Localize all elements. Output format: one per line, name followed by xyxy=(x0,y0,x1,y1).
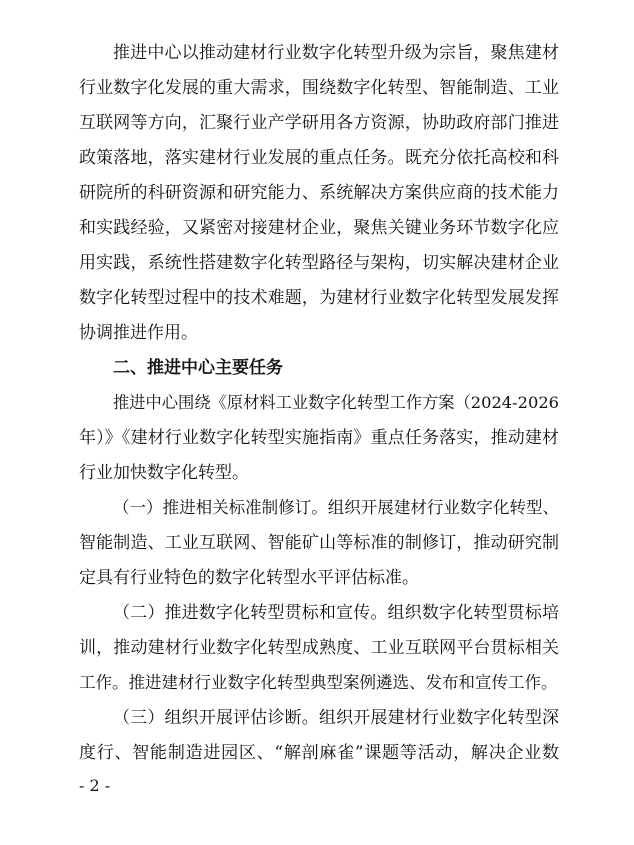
paragraph-3-line-3: 定具有行业特色的数字化转型水平评估标准。 xyxy=(79,568,419,588)
paragraph-1-line-9: 协调推进作用。 xyxy=(79,323,198,343)
paragraph-3-line-2: 智能制造、工业互联网、智能矿山等标准的制修订，推动研究制 xyxy=(79,533,559,553)
paragraph-1-line-3: 互联网等方向，汇聚行业产学研用各方资源，协助政府部门推进 xyxy=(79,113,559,133)
paragraph-1-line-7: 用实践，系统性搭建数字化转型路径与架构，切实解决建材企业 xyxy=(79,253,559,273)
paragraph-1-line-8: 数字化转型过程中的技术难题，为建材行业数字化转型发展发挥 xyxy=(79,288,559,308)
paragraph-1-line-2: 行业数字化发展的重大需求，围绕数字化转型、智能制造、工业 xyxy=(79,78,559,98)
paragraph-1-line-1: 推进中心以推动建材行业数字化转型升级为宗旨，聚焦建材 xyxy=(113,43,559,63)
paragraph-4-line-3: 工作。推进建材行业数字化转型典型案例遴选、发布和宣传工作。 xyxy=(79,673,558,692)
paragraph-4-line-1: （二）推进数字化转型贯标和宣传。组织数字化转型贯标培 xyxy=(113,603,559,623)
page-number: - 2 - xyxy=(79,776,111,795)
section-heading: 二、推进中心主要任务 xyxy=(113,358,283,378)
paragraph-5-line-1: （三）组织开展评估诊断。组织开展建材行业数字化转型深 xyxy=(113,708,559,728)
paragraph-3-line-1: （一）推进相关标准制修订。组织开展建材行业数字化转型、 xyxy=(113,498,559,517)
paragraph-1-line-4: 政策落地，落实建材行业发展的重点任务。既充分依托高校和科 xyxy=(79,148,559,168)
paragraph-5-line-2: 度行、智能制造进园区、“解剖麻雀”课题等活动，解决企业数 xyxy=(79,743,559,763)
paragraph-1-line-6: 和实践经验，又紧密对接建材企业，聚焦关键业务环节数字化应 xyxy=(79,218,559,238)
paragraph-1-line-5: 研院所的科研资源和研究能力、系统解决方案供应商的技术能力 xyxy=(79,183,559,203)
paragraph-4-line-2: 训，推动建材行业数字化转型成熟度、工业互联网平台贯标相关 xyxy=(79,638,559,658)
paragraph-2-line-1: 推进中心围绕《原材料工业数字化转型工作方案（2024-2026 xyxy=(113,393,559,412)
paragraph-2-line-3: 行业加快数字化转型。 xyxy=(79,463,249,483)
paragraph-2-line-2: 年）》《建材行业数字化转型实施指南》重点任务落实，推动建材 xyxy=(79,428,559,448)
